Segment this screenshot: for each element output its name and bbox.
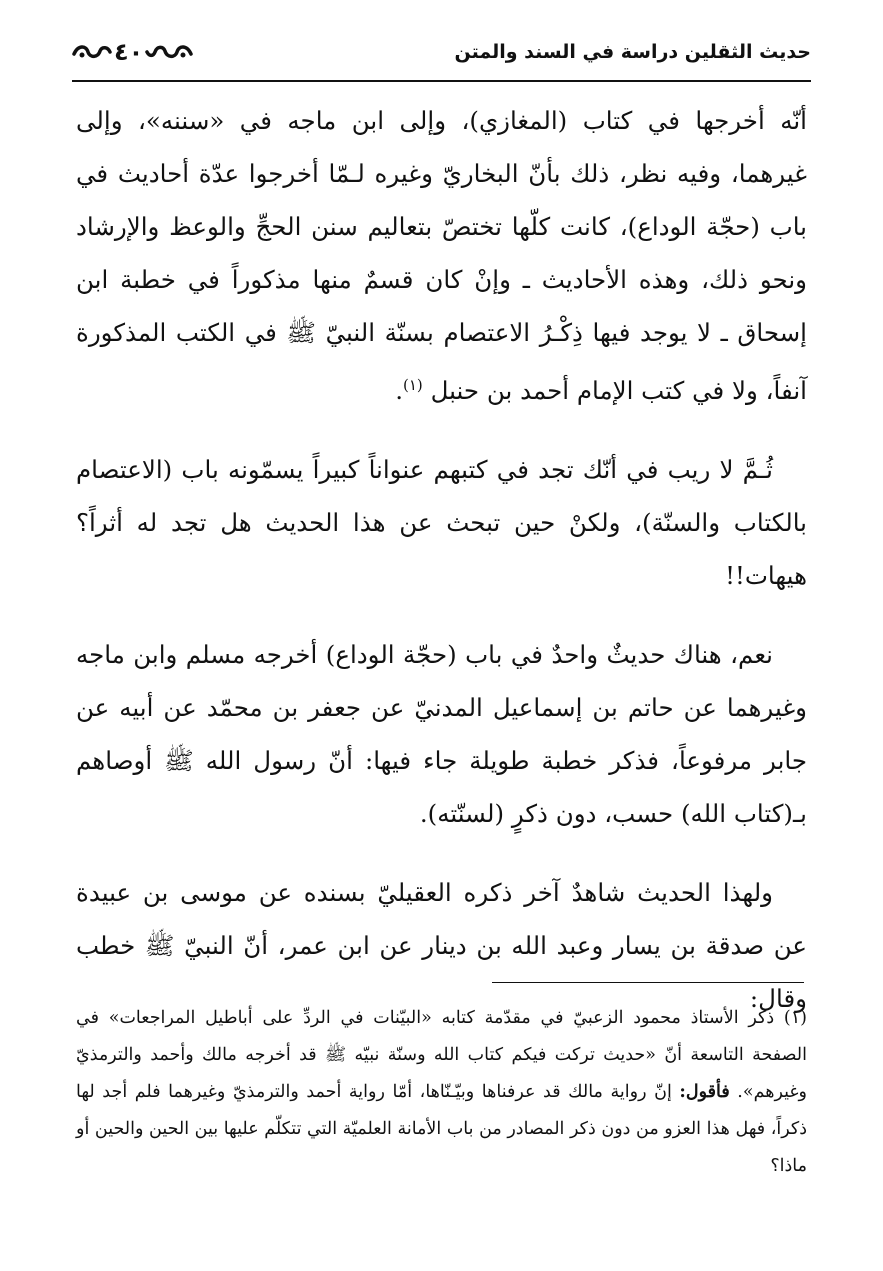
footnote-text: ذكر الأستاذ محمود الزعبيّ في مقدّمة كتابه «البيّنات في الردِّ على أباطيل المراجعات» في الصفحة التاسعة أنّ «حديث تركت فيكم كتاب الله وسنّة نبيّه ﷺ قد أخرجه مالك وأحمد والترمذيّ وغيرهم». — [76, 1008, 807, 1102]
main-text — [76, 94, 807, 1025]
paragraph-3: نعم، هناك حديثٌ واحدٌ في باب (حجّة الوداع) أخرجه مسلم وابن ماجه وغيرهما عن حاتم بن إسماعيل المدنيّ عن جعفر بن محمّد عن أبيه عن جابر مرفوعاً، فذكر خطبة طويلة جاء فيها: أنّ رسول الله ﷺ أوصاهم بـ(كتاب الله) حسب، دون ذكرٍ (لسنّته). — [76, 640, 807, 829]
page-number: ٤٠ — [114, 38, 144, 66]
footnote-1 — [76, 1000, 807, 1185]
paragraph-2: ثُـمَّ لا ريب في أنّك تجد في كتبهم عنواناً كبيراً يسمّونه باب (الاعتصام بالكتاب والسنّة)، ولكنْ حين تبحث عن هذا الحديث هل تجد له أثراً؟ هيهات!! — [76, 455, 807, 591]
left-ornament-icon — [72, 42, 112, 62]
footnote-divider — [492, 982, 804, 983]
footnote-label: فأقول: — [679, 1082, 730, 1102]
page-number-ornament — [72, 40, 193, 64]
footnote-text-continued: إنّ رواية مالك قد عرفناها وبيّـنّاها، أمّا رواية أحمد والترمذيّ وغيرهما فلم أجد لها ذكراً، فهل هذا العزو من دون ذكر المصادر من باب الأمانة العلميّة التي تتكلّم عليها بين الحين والحين أو ماذا؟ — [76, 1082, 807, 1176]
footnote — [76, 1000, 807, 1185]
right-ornament-icon — [145, 42, 193, 62]
paragraph-4: ولهذا الحديث شاهدٌ آخر ذكره العقيليّ بسنده عن موسى بن عبيدة عن صدقة بن يسار وعبد الله بن دينار عن ابن عمر، أنّ النبيّ ﷺ خطب وقال: — [76, 878, 807, 1014]
footnote-number: (١) — [783, 1008, 807, 1028]
paragraph-1-text: أنّه أخرجها في كتاب (المغازي)، وإلى ابن ماجه في «سننه»، وإلى غيرهما، وفيه نظر، ذلك بأنّ البخاريّ وغيره لـمّا أخرجوا عدّة أحاديث في باب (حجّة الوداع)، كانت كلّها تختصّ بتعاليم سنن الحجِّ والوعظ والإرشاد ونحو ذلك، وهذه الأحاديث ـ وإنْ كان قسمٌ منها مذكوراً في خطبة ابن إسحاق ـ لا يوجد فيها ذِكْـرُ الاعتصام بسنّة النبيّ ﷺ في الكتب المذكورة آنفاً، ولا في كتب الإمام أحمد بن حنبل — [76, 106, 807, 406]
header-title: حديث الثقلين دراسة في السند والمتن — [454, 41, 811, 63]
footnote-reference: (١) — [402, 376, 423, 394]
running-header — [72, 28, 811, 76]
paragraph-1 — [76, 94, 807, 417]
header-divider — [72, 80, 811, 82]
paragraph-1-end: . — [395, 376, 403, 406]
